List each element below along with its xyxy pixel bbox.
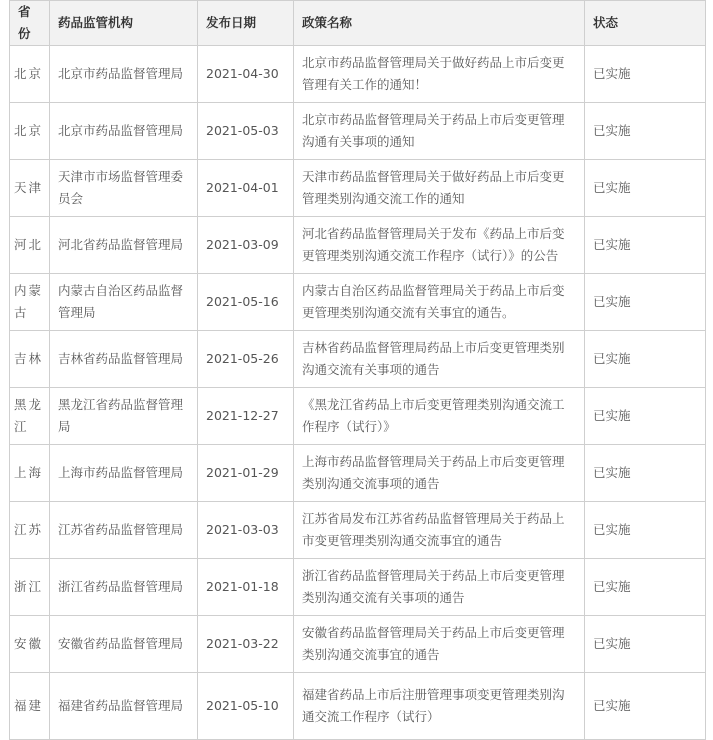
policy-cell: 北京市药品监督管理局关于药品上市后变更管理沟通有关事项的通知 [294, 103, 585, 160]
date-cell: 2021-05-10 [198, 673, 294, 740]
province-cell: 吉林 [10, 331, 50, 388]
province-cell: 黑龙江 [10, 388, 50, 445]
table-row [10, 217, 706, 274]
status-cell: 已实施 [585, 673, 706, 740]
date-cell: 2021-03-09 [198, 217, 294, 274]
policy-cell: 福建省药品上市后注册管理事项变更管理类别沟通交流工作程序（试行） [294, 673, 585, 740]
province-cell: 安徽 [10, 616, 50, 673]
header-province: 省份 [10, 1, 50, 46]
date-cell: 2021-05-16 [198, 274, 294, 331]
status-cell: 已实施 [585, 103, 706, 160]
status-cell: 已实施 [585, 331, 706, 388]
status-cell: 已实施 [585, 559, 706, 616]
policy-cell: 《黑龙江省药品上市后变更管理类别沟通交流工作程序（试行）》 [294, 388, 585, 445]
status-cell: 已实施 [585, 46, 706, 103]
province-cell: 江苏 [10, 502, 50, 559]
policy-cell: 内蒙古自治区药品监督管理局关于药品上市后变更管理类别沟通交流有关事宜的通告。 [294, 274, 585, 331]
date-cell: 2021-05-03 [198, 103, 294, 160]
table-row [10, 274, 706, 331]
table-row [10, 502, 706, 559]
table-row [10, 160, 706, 217]
status-cell: 已实施 [585, 388, 706, 445]
agency-cell: 黑龙江省药品监督管理局 [50, 388, 198, 445]
policy-table [9, 0, 706, 740]
date-cell: 2021-03-22 [198, 616, 294, 673]
agency-cell: 河北省药品监督管理局 [50, 217, 198, 274]
date-cell: 2021-12-27 [198, 388, 294, 445]
header-policy: 政策名称 [294, 1, 585, 46]
policy-cell: 天津市药品监督管理局关于做好药品上市后变更管理类别沟通交流工作的通知 [294, 160, 585, 217]
agency-cell: 上海市药品监督管理局 [50, 445, 198, 502]
date-cell: 2021-01-29 [198, 445, 294, 502]
status-cell: 已实施 [585, 217, 706, 274]
table-header-row [10, 1, 706, 46]
table-row [10, 103, 706, 160]
date-cell: 2021-01-18 [198, 559, 294, 616]
policy-cell: 江苏省局发布江苏省药品监督管理局关于药品上市变更管理类别沟通交流事宜的通告 [294, 502, 585, 559]
province-cell: 天津 [10, 160, 50, 217]
table-row [10, 331, 706, 388]
status-cell: 已实施 [585, 502, 706, 559]
date-cell: 2021-03-03 [198, 502, 294, 559]
agency-cell: 吉林省药品监督管理局 [50, 331, 198, 388]
province-cell: 浙江 [10, 559, 50, 616]
table-row [10, 445, 706, 502]
policy-cell: 安徽省药品监督管理局关于药品上市后变更管理类别沟通交流事宜的通告 [294, 616, 585, 673]
province-cell: 河北 [10, 217, 50, 274]
agency-cell: 福建省药品监督管理局 [50, 673, 198, 740]
agency-cell: 浙江省药品监督管理局 [50, 559, 198, 616]
agency-cell: 内蒙古自治区药品监督管理局 [50, 274, 198, 331]
status-cell: 已实施 [585, 616, 706, 673]
agency-cell: 安徽省药品监督管理局 [50, 616, 198, 673]
policy-cell: 浙江省药品监督管理局关于药品上市后变更管理类别沟通交流有关事项的通告 [294, 559, 585, 616]
table-row [10, 559, 706, 616]
table-row [10, 616, 706, 673]
status-cell: 已实施 [585, 445, 706, 502]
province-cell: 福建 [10, 673, 50, 740]
date-cell: 2021-05-26 [198, 331, 294, 388]
agency-cell: 北京市药品监督管理局 [50, 103, 198, 160]
header-status: 状态 [585, 1, 706, 46]
policy-cell: 上海市药品监督管理局关于药品上市后变更管理类别沟通交流事项的通告 [294, 445, 585, 502]
date-cell: 2021-04-01 [198, 160, 294, 217]
province-cell: 北京 [10, 46, 50, 103]
province-cell: 上海 [10, 445, 50, 502]
header-date: 发布日期 [198, 1, 294, 46]
status-cell: 已实施 [585, 160, 706, 217]
status-cell: 已实施 [585, 274, 706, 331]
table-row [10, 46, 706, 103]
agency-cell: 北京市药品监督管理局 [50, 46, 198, 103]
province-cell: 北京 [10, 103, 50, 160]
province-cell: 内蒙古 [10, 274, 50, 331]
table-row [10, 673, 706, 740]
agency-cell: 天津市市场监督管理委员会 [50, 160, 198, 217]
policy-cell: 北京市药品监督管理局关于做好药品上市后变更管理有关工作的通知！ [294, 46, 585, 103]
policy-cell: 吉林省药品监督管理局药品上市后变更管理类别沟通交流有关事项的通告 [294, 331, 585, 388]
policy-cell: 河北省药品监督管理局关于发布《药品上市后变更管理类别沟通交流工作程序（试行）》的公告 [294, 217, 585, 274]
table-row [10, 388, 706, 445]
agency-cell: 江苏省药品监督管理局 [50, 502, 198, 559]
header-agency: 药品监管机构 [50, 1, 198, 46]
date-cell: 2021-04-30 [198, 46, 294, 103]
